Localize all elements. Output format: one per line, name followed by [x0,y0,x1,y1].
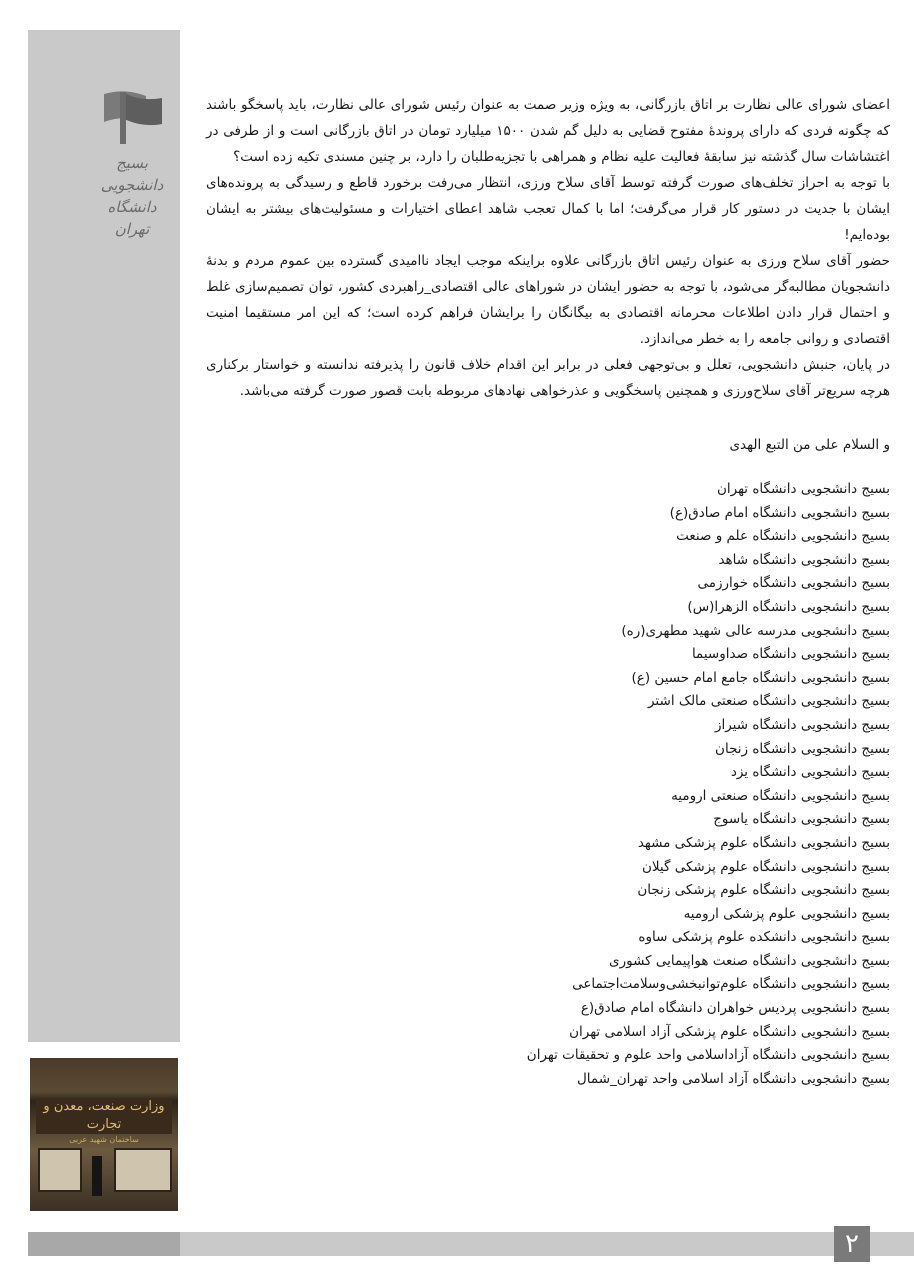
closing-salutation: و السلام علی من التبع الهدی [729,437,890,453]
basij-logo [90,88,180,238]
signatory: بسیج دانشجویی دانشگاه صنعت هواپیمایی کشوری [609,952,890,969]
building-window [114,1148,172,1192]
page-number: ۲ [834,1226,870,1262]
building-sign-title: وزارت صنعت، معدن و تجارت [43,1099,165,1132]
signatory: بسیج دانشجویی دانشگاه یزد [730,764,890,781]
paragraph: با توجه به احراز تخلف‌های صورت گرفته توسط آقای سلاح ورزی، انتظار می‌رفت برخورد قاطع و رسیدگی به پرونده‌های ایشان با جدیت در دستور کار قرار می‌گرفت؛ اما با کمال تعجب شاهد اعطای اختیارات و مسئولیت‌های بیشتر به ایشان بوده‌ایم! [206,175,890,243]
signatory: بسیج دانشجویی علوم پزشکی ارومیه [683,905,890,922]
building-window [38,1148,82,1192]
ministry-building-photo [30,1058,178,1211]
signatory: بسیج دانشجویی دانشگاه صنعتی مالک اشتر [647,693,890,710]
signatory: بسیج دانشجویی دانشگاه آزاداسلامی واحد علوم و تحقیقات تهران [526,1047,890,1064]
logo-line-1: بسیج دانشجویی [100,154,164,194]
signatory: بسیج دانشجویی دانشگاه آزاد اسلامی واحد تهران_شمال [576,1070,890,1087]
footer-bar [28,1232,914,1256]
signatory: بسیج دانشجویی دانشگاه خوارزمی [697,575,890,592]
paragraph: اعضای شورای عالی نظارت بر اتاق بازرگانی، به ویژه وزیر صمت به عنوان رئیس شورای عالی نظارت، باید پاسخگو باشند که چگونه فردی که دارای پروندهٔ مفتوح قضایی به دلیل گم شدن ۱۵۰۰ میلیارد تومان در اتاق بازرگانی است و از طرفی در اغتشاشات سال گذشته نیز سابقهٔ فعالیت علیه نظام و همراهی با تجزیه‌طلبان را دارد، بر چنین مسندی تکیه زده است؟ [206,97,890,165]
side-panel [28,30,180,1042]
signatory: بسیج دانشجویی دانشگاه جامع امام حسین (ع) [631,669,890,686]
letter-content [206,92,890,1091]
black-banner [92,1156,102,1196]
signatory: بسیج دانشجویی دانشگاه شیراز [714,716,890,733]
signatory: بسیج دانشجویی دانشگاه صنعتی ارومیه [671,787,890,804]
signatory: بسیج دانشجویی دانشگاه علم و صنعت [676,528,890,545]
signatory: بسیج دانشجویی دانشکده علوم پزشکی ساوه [638,929,890,946]
building-sign-subtitle: ساختمان شهید عربی [69,1135,139,1144]
letter-body [206,92,890,404]
signatory: بسیج دانشجویی مدرسه عالی شهید مطهری(ره) [621,622,890,639]
paragraph: حضور آقای سلاح ورزی به عنوان رئیس اتاق بازرگانی علاوه براینکه موجب ایجاد ناامیدی گسترده بین عموم مردم و بدنهٔ دانشجویان مطالبه‌گر می‌شود، با توجه به حضور ایشان در شوراهای عالی اقتصادی_راهبردی کشور، توان تصمیم‌سازی غلط و احتمال قرار دادن اطلاعات محرمانه اقتصادی به بیگانگان را برایشان فراهم کرده است؛ که این امر مستقیما امنیت اقتصادی و روانی جامعه را به خطر می‌اندازد. [206,253,890,347]
signatory: بسیج دانشجویی دانشگاه تهران [716,481,890,497]
signatories-list [206,478,890,1091]
signatory: بسیج دانشجویی دانشگاه امام صادق(ع) [669,504,890,521]
signatory: بسیج دانشجویی پردیس خواهران دانشگاه امام صادق(ع [580,1000,890,1017]
footer-bar-accent [28,1232,180,1256]
signatory: بسیج دانشجویی دانشگاه شاهد [718,551,890,568]
paragraph: در پایان، جنبش دانشجویی، تعلل و بی‌توجهی فعلی در برابر این اقدام خلاف قانون را پذیرفته ندانسته و خواستار برکناری هرچه سریع‌تر آقای سلاح‌ورزی و همچنین پاسخگویی و عذرخواهی نهادهای مربوطه بابت قصور صورت گرفته می‌باشد. [206,357,890,399]
building-sign [36,1098,172,1144]
signatory: بسیج دانشجویی دانشگاه علوم پزشکی مشهد [637,834,890,851]
flag-emblem-icon [96,88,168,146]
signatory: بسیج دانشجویی دانشگاه یاسوج [713,811,890,828]
signatory: بسیج دانشجویی دانشگاه علوم‌توانبخشی‌وسلامت‌اجتماعی [572,976,890,993]
signatory: بسیج دانشجویی دانشگاه الزهرا(س) [687,598,890,615]
signatory: بسیج دانشجویی دانشگاه علوم پزشکی آزاد اسلامی تهران [569,1023,890,1040]
signatory: بسیج دانشجویی دانشگاه علوم پزشکی گیلان [641,858,890,875]
logo-line-2: دانشگاه تهران [107,198,157,238]
signatory: بسیج دانشجویی دانشگاه علوم پزشکی زنجان [637,882,890,899]
signatory: بسیج دانشجویی دانشگاه زنجان [715,740,890,757]
signatory: بسیج دانشجویی دانشگاه صداوسیما [691,646,890,663]
